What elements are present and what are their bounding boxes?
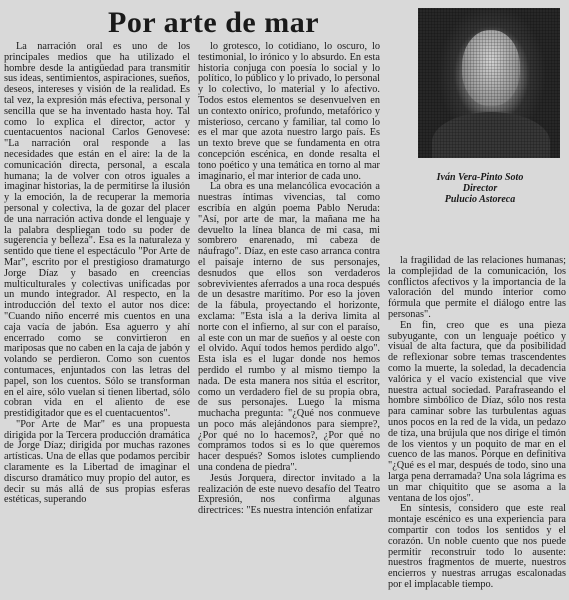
article-title: Por arte de mar <box>108 6 320 39</box>
paragraph: En síntesis, considero que este real montaje escénico es una experiencia para compartir con todos los sentidos y el corazón. Un noble cuento que nos puede permitir reconstruir todo lo ausente: nuestros fragmentos de muerte, nuestros encierros y nuestras arrugas escalonadas por el implacable tiempo. <box>388 503 566 590</box>
paragraph: La narración oral es uno de los principales medios que ha utilizado el hombre desde la antigüedad para transmitir sus ideas, sentimientos, aspiraciones, sueños, deseos, intereses y visión de la realidad. Es tal vez, la expresión más efectiva, personal y sencilla que se ha inventado hasta hoy. Tal como lo explica el director, actor y cuentacuentos nacional Carlos Genovese: "La narración oral responde a las necesidades que están en el aire: la de la comunicación directa, personal, a escala humana; la de volver con otros iguales a imaginar historias, la de permitirse la ilusión y la emoción, la de recuperar la memoria personal y colectiva, la de gozar del placer de una narración activa donde el lenguaje y la palabra despliegan todo su poder de sugerencia y belleza". Esa es la naturaleza y sentido que tiene el espectáculo "Por Arte de Mar", escrito por el prestigioso dramaturgo Jorge Díaz y basado en creencias multiculturales y colectivas unificadas por un mundo integrador. Al respecto, en la introducción del texto el autor nos dice: "Cuando niño encerré mis cuentos en una caja vacía de jabón. Esa aguerro y ahí encerrado como se convirtieron en mariposas que no caben en la caja de jabón y volando se perdieron. Como son cuentos contumaces, enjuntados con las letras del papel, son los cuentos. Sólo se transforman en el aire, sólo vuelan si tienen libertad, sólo cobran vida en el aliento de ese prestidigitador que es el cuentacuentos". <box>4 42 190 420</box>
article-column-2 <box>198 42 380 600</box>
caption-name: Iván Vera-Pinto Soto <box>436 172 524 183</box>
paragraph: En fin, creo que es una pieza subyugante, con un lenguaje poético y visual de alta factura, que da posibilidad de reflexionar sobre temas trascendentes como la muerte, la soledad, la decadencia valórica y el vacío existencial que vive nuestra actual sociedad. Parafraseando el hombre simbólico de Díaz, sólo nos resta para caminar sobre las turbulentas aguas unos pocos en la red de la vida, un pedazo de tiza, una brújula que nos dirige el timón de los vientos y un poquito de mar en el cuenco de las manos. Porque en definitiva "¿Qué es el mar, después de todo, sino una larga pena derramada? Una sola lágrima es un mar chiquitito que se asoma a la ventana de los ojos". <box>388 319 566 504</box>
paragraph: "Por Arte de Mar" es una propuesta dirigida por la Tercera producción dramática de Jorge Díaz; dirigida por muchas razones artísticas. Una de ellas que podamos percibir claramente es la Libertad de imaginar el discurso dramático muy propio del autor, es decir su más allá de sus propias esferas estéticas, superando <box>4 418 190 506</box>
caption-group: Pulucio Astoreca <box>444 194 516 205</box>
paragraph: Jesús Jorquera, director invitado a la realización de este nuevo desafío del Teatro Expresión, nos confirma algunas directrices: "Es nuestra intención enfatizar <box>198 472 380 517</box>
caption-role: Director <box>462 183 498 194</box>
photo-caption <box>400 172 560 205</box>
photo-shoulders <box>432 112 550 158</box>
paragraph: la fragilidad de las relaciones humanas; la complejidad de la comunicación, los conflictos afectivos y la importancia de la valoración del mundo interior como fórmula que permite el diálogo entre las personas". <box>388 256 566 320</box>
article-column-3 <box>388 256 566 600</box>
paragraph: lo grotesco, lo cotidiano, lo oscuro, lo testimonial, lo irónico y lo absurdo. En esta historia conjuga con poesía lo social y lo político, lo público y lo privado, lo personal y lo colectivo, lo material y lo afectivo. Todos estos elementos se desenvuelven en un contexto onírico, profundo, metafórico y misterioso, cercano y familiar, tal como lo es el mar que azota nuestro largo país. Es un texto breve que se fundamenta en otra concepción escénica, en donde resalta el tono poético y una temática en torno al mar imaginario, el mar interior de cada uno. <box>198 42 380 182</box>
author-photo <box>418 8 560 158</box>
paragraph: La obra es una melancólica evocación a nuestras íntimas vivencias, tal como escribía en algún poema Pablo Neruda: "Así, por arte de mar, la mañana me ha devuelto la línea blanca de mi casa, mi sombrero enarenado, mi cabeza de náufrago". Díaz, en este caso arranca contra el paisaje interno de sus personajes, desnudos que ellos son verdaderos sobrevivientes aferrados a una roca después de un desastre marítimo. Por eso la joven de la fábula, proyectando el horizonte, exclama: "Esta isla a la deriva limita al norte con el infierno, al sur con el paraíso, al este con un mar de sueños y al oeste con el olvido. Aquí todos hemos perdido algo". Esta isla es el lugar donde nos hemos perdido el rumbo y al mismo tiempo la nada. De esta manera nos sitúa el escritor, como un verdadero fiel de su propia obra, de sus personajes. Luego la misma muchacha pregunta: "¿Qué nos conmueve un poco más alejándonos para siempre?, ¿Por qué no lo hacemos?, ¿Por qué no compramos todos si es lo que queremos hacer después? Somos islotes cumpliendo una condena de piedra". <box>198 181 380 474</box>
photo-face <box>462 30 520 106</box>
article-column-1 <box>4 42 190 600</box>
